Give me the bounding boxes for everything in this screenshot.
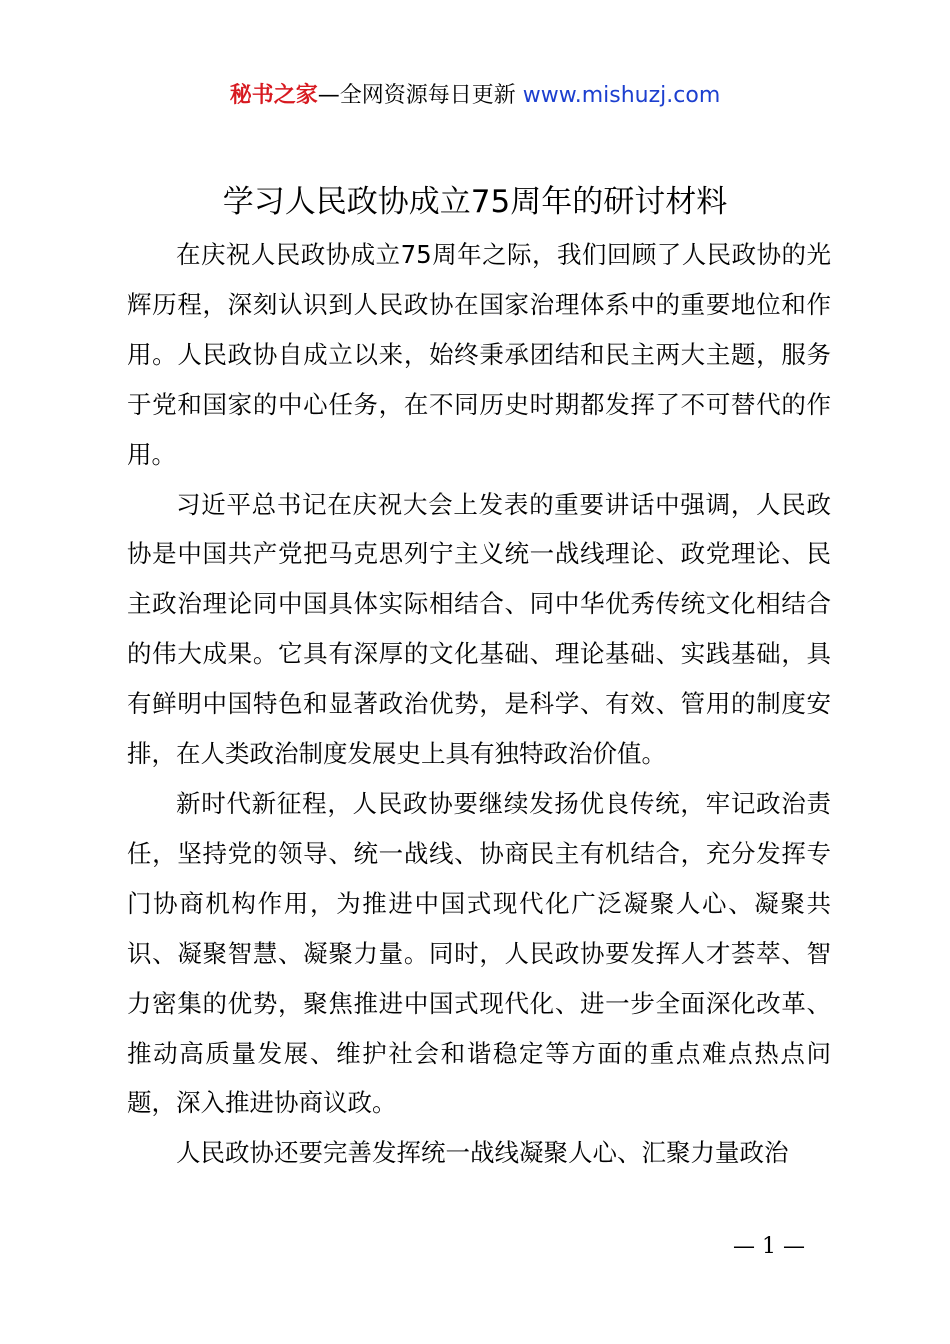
- site-url-link[interactable]: www.mishuzj.com: [522, 83, 721, 108]
- paragraph-4: 人民政协还要完善发挥统一战线凝聚人心、汇聚力量政治: [176, 1138, 789, 1168]
- paragraph-1: 在庆祝人民政协成立75周年之际，我们回顾了人民政协的光辉历程，深刻认识到人民政协在国家治理体系中的重要地位和作用。人民政协自成立以来，始终秉承团结和民主两大主题，服务于党和国家的中心任务，在不同历史时期都发挥了不可替代的作用。: [127, 240, 831, 469]
- paragraph-2: 习近平总书记在庆祝大会上发表的重要讲话中强调，人民政协是中国共产党把马克思列宁主义统一战线理论、政党理论、民主政治理论同中国具体实际相结合、同中华优秀传统文化相结合的伟大成果。它具有深厚的文化基础、理论基础、实践基础，具有鲜明中国特色和显著政治优势，是科学、有效、管用的制度安排，在人类政治制度发展史上具有独特政治价值。: [127, 489, 831, 769]
- document-title: 学习人民政协成立75周年的研讨材料: [222, 184, 728, 220]
- document-body: [127, 230, 831, 1178]
- paragraph-3: 新时代新征程，人民政协要继续发扬优良传统，牢记政治责任，坚持党的领导、统一战线、协商民主有机结合，充分发挥专门协商机构作用，为推进中国式现代化广泛凝聚人心、凝聚共识、凝聚智慧、凝聚力量。同时，人民政协要发挥人才荟萃、智力密集的优势，聚焦推进中国式现代化、进一步全面深化改革、推动高质量发展、维护社会和谐稳定等方面的重点难点热点问题，深入推进协商议政。: [127, 788, 831, 1118]
- page-number: — 1 —: [733, 1234, 805, 1259]
- site-header: [0, 80, 950, 112]
- site-brand: 秘书之家: [229, 83, 318, 108]
- site-tagline: —全网资源每日更新: [317, 83, 523, 108]
